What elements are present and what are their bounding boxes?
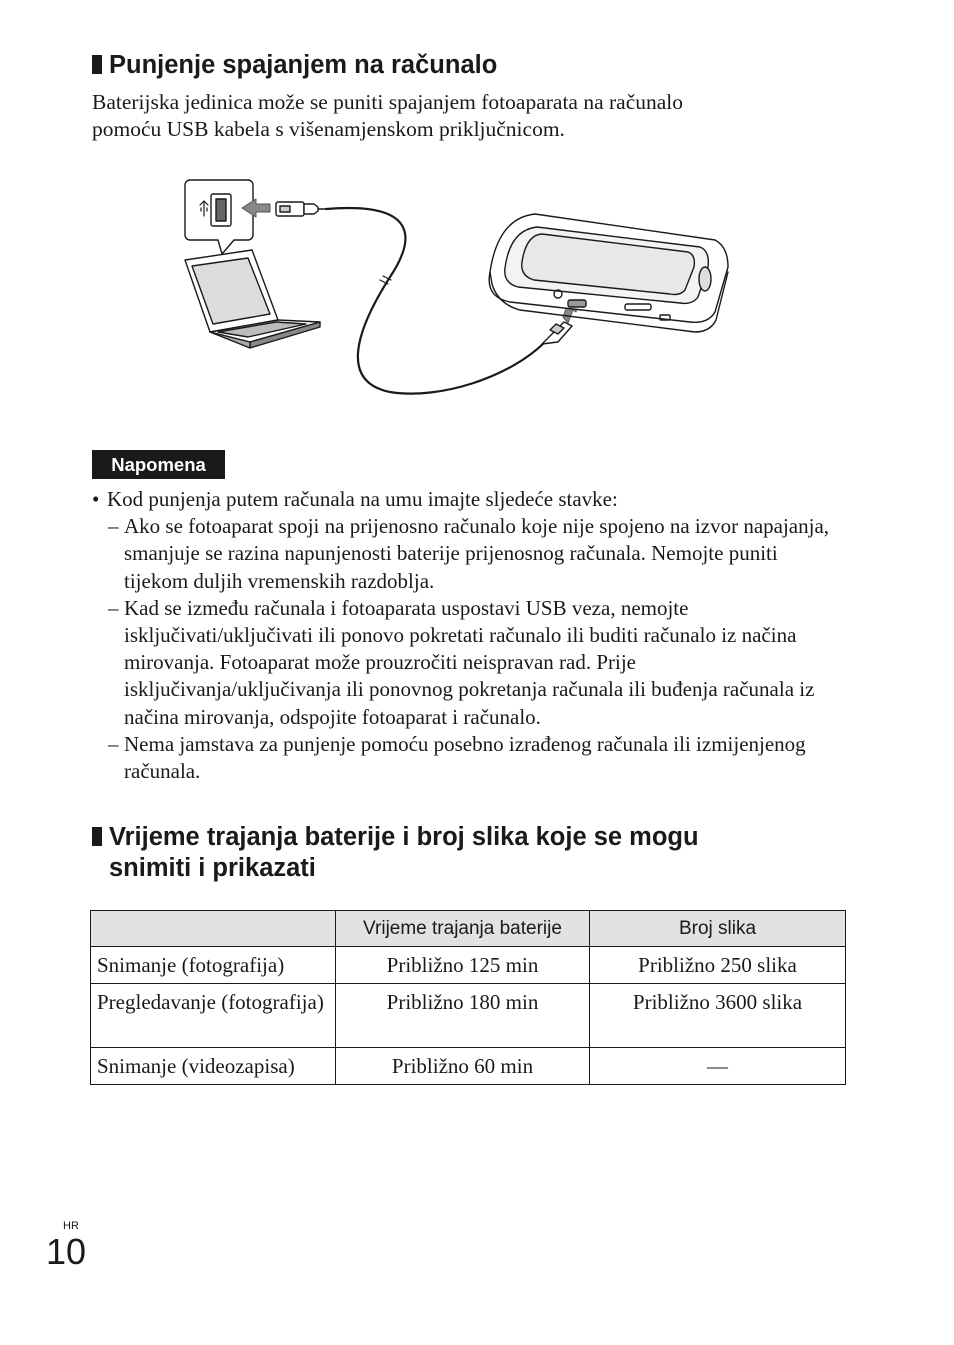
table-cell-mode: Pregledavanje (fotografija)	[91, 984, 336, 1048]
note-bullet	[92, 486, 852, 513]
usb-a-plug	[276, 202, 326, 216]
table-row	[91, 947, 846, 984]
bullet-marker: •	[92, 487, 100, 511]
micro-usb-plug	[542, 322, 572, 344]
table-row	[91, 1048, 846, 1085]
language-code: HR	[63, 1220, 79, 1232]
dash-marker: –	[108, 514, 119, 539]
usb-port-callout	[185, 180, 253, 254]
table-cell-time: Približno 60 min	[336, 1048, 590, 1085]
table-cell-mode: Snimanje (fotografija)	[91, 947, 336, 984]
table-cell-count: Približno 3600 slika	[590, 984, 846, 1048]
table-header-cell	[91, 911, 336, 947]
battery-table	[90, 910, 846, 1085]
table-header-row	[91, 911, 846, 947]
table-row	[91, 984, 846, 1048]
table-cell-time: Približno 180 min	[336, 984, 590, 1048]
note-item	[92, 595, 852, 731]
section-title-line-1: Vrijeme trajanja baterije i broj slika koje se mogu	[109, 823, 699, 851]
dash-marker: –	[108, 595, 119, 620]
table-cell-mode: Snimanje (videozapisa)	[91, 1048, 336, 1085]
heading-marker	[92, 55, 102, 74]
section-heading-battery-life	[92, 822, 699, 884]
note-bullet-text: Kod punjenja putem računala na umu imajte sljedeće stavke:	[107, 487, 618, 511]
note-item	[92, 513, 852, 595]
section-title	[109, 822, 699, 884]
note-item-text: Kad se između računala i fotoaparata uspostavi USB veza, nemojte isključivati/uključivati ili ponovo pokretati računalo ili buditi računalo iz načina mirovanja. Fotoaparat može prouzročiti neispravan rad. Prije isključivanja/uključivanja ili ponovnog pokretanja računala ili buđenja računala iz načina mirovanja, odspojite fotoaparat i računalo.	[124, 595, 815, 729]
table-cell-count: —	[590, 1048, 846, 1085]
table-cell-count: Približno 250 slika	[590, 947, 846, 984]
laptop	[185, 250, 320, 348]
table-header-cell: Vrijeme trajanja baterije	[336, 911, 590, 947]
note-item	[92, 731, 852, 785]
dash-marker: –	[108, 731, 119, 756]
note-item-text: Nema jamstava za punjenje pomoću posebno izrađenog računala ili izmijenjenog računala.	[124, 731, 806, 784]
intro-line-2: pomoću USB kabela s višenamjenskom priključnicom.	[92, 117, 565, 141]
table-header-cell: Broj slika	[590, 911, 846, 947]
note-item-text: Ako se fotoaparat spoji na prijenosno računalo koje nije spojeno na izvor napajanja, smanjuje se razina napunjenosti baterije prijenosnog računala. Nemojte puniti tijekom duljih vremenskih razdoblja.	[124, 514, 830, 593]
intro-paragraph	[92, 89, 852, 143]
note-list	[92, 486, 852, 785]
section-title-line-2: snimiti i prikazati	[109, 854, 316, 882]
note-label: Napomena	[92, 450, 225, 479]
page-number: 10	[46, 1231, 87, 1272]
section-title: Punjenje spajanjem na računalo	[109, 51, 498, 79]
heading-marker	[92, 827, 102, 846]
table-cell-time: Približno 125 min	[336, 947, 590, 984]
usb-connection-illustration	[180, 172, 740, 407]
section-heading-charging	[92, 50, 497, 81]
intro-line-1: Baterijska jedinica može se puniti spajanjem fotoaparata na računalo	[92, 90, 684, 114]
camera	[489, 214, 728, 332]
